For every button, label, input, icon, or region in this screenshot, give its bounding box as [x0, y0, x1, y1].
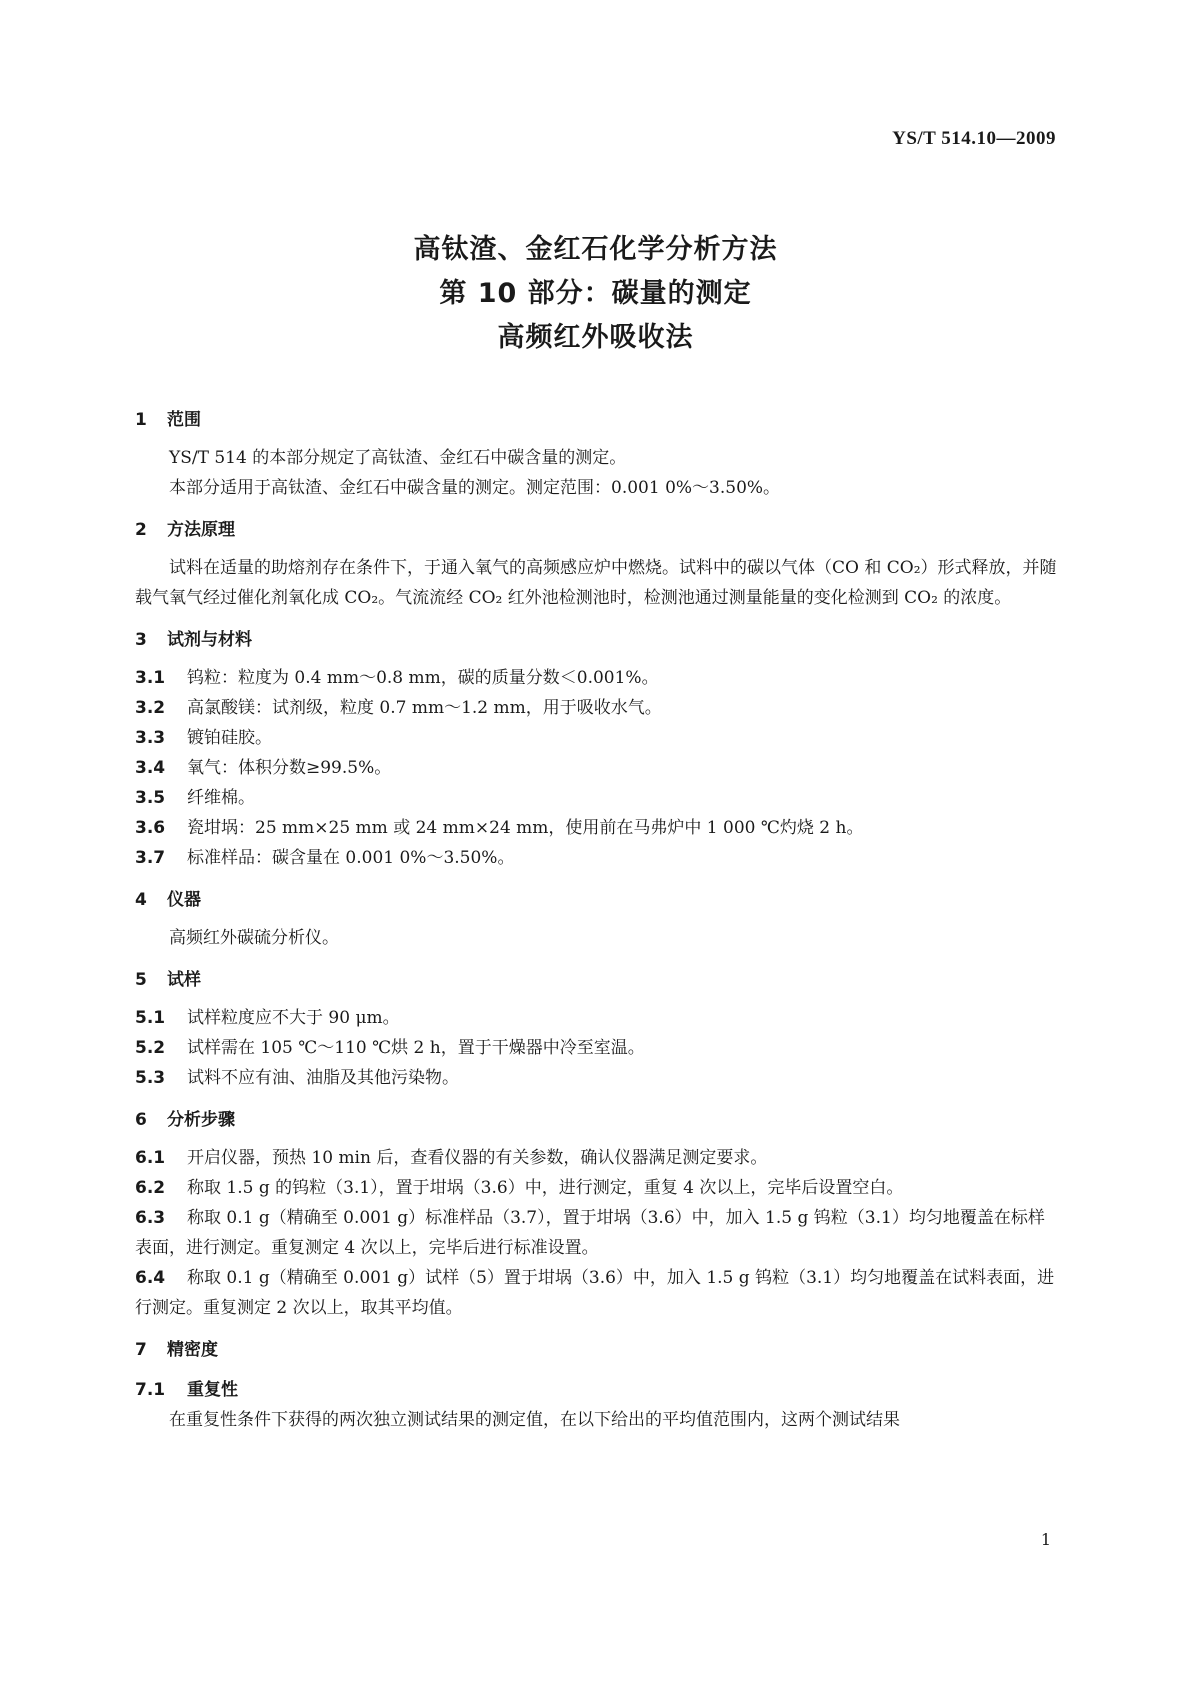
clause-item: [135, 753, 1057, 783]
paragraph: 高频红外碳硫分析仪。: [169, 928, 339, 948]
section-number: 7: [135, 1340, 147, 1360]
document-title: [0, 228, 1191, 360]
section-number: 1: [135, 410, 147, 430]
section-heading-scope: [135, 405, 1057, 435]
clause-item: [135, 813, 1057, 843]
section-title: 精密度: [167, 1340, 218, 1360]
section-heading-principle: [135, 515, 1057, 545]
clause-number: 7.1: [135, 1380, 166, 1400]
clause-number: 3.6: [135, 818, 166, 838]
clause-item: [135, 1063, 1057, 1093]
title-line-2: 第 10 部分：碳量的测定: [439, 278, 752, 309]
clause-text: 镀铂硅胶。: [187, 728, 272, 748]
subsection-heading-repeatability: [135, 1375, 1057, 1405]
clause-number: 5.1: [135, 1008, 166, 1028]
clause-text: 标准样品：碳含量在 0.001 0%～3.50%。: [187, 848, 515, 868]
title-line-3: 高频红外吸收法: [497, 322, 694, 353]
clause-text: 试样粒度应不大于 90 μm。: [187, 1008, 400, 1028]
clause-text: 称取 1.5 g 的钨粒（3.1），置于坩埚（3.6）中，进行测定，重复 4 次以上，完毕后设置空白。: [187, 1178, 904, 1198]
section-heading-apparatus: [135, 885, 1057, 915]
standard-code: YS/T 514.10—2009: [892, 128, 1056, 149]
clause-item: [135, 1173, 1057, 1203]
title-line-1: 高钛渣、金红石化学分析方法: [413, 234, 778, 265]
clause-item: [135, 843, 1057, 873]
clause-number: 3.7: [135, 848, 166, 868]
section-heading-procedure: [135, 1105, 1057, 1135]
clause-number: 5.3: [135, 1068, 166, 1088]
clause-number: 6.3: [135, 1208, 166, 1228]
clause-text: 称取 0.1 g（精确至 0.001 g）标准样品（3.7），置于坩埚（3.6）中，加入 1.5 g 钨粒（3.1）均匀地覆盖在标样表面，进行测定。重复测定 4 次以上，完毕后进行标准设置。: [135, 1208, 1045, 1258]
section-number: 5: [135, 970, 147, 990]
clause-number: 3.2: [135, 698, 166, 718]
clause-item: [135, 1033, 1057, 1063]
clause-text: 称取 0.1 g（精确至 0.001 g）试样（5）置于坩埚（3.6）中，加入 1.5 g 钨粒（3.1）均匀地覆盖在试料表面，进行测定。重复测定 2 次以上，取其平均值。: [135, 1268, 1055, 1318]
clause-item: [135, 1203, 1057, 1263]
section-heading-reagents: [135, 625, 1057, 655]
clause-text: 试样需在 105 ℃～110 ℃烘 2 h，置于干燥器中冷至室温。: [187, 1038, 645, 1058]
clause-item: [135, 783, 1057, 813]
clause-number: 3.1: [135, 668, 166, 688]
clause-number: 6.4: [135, 1268, 166, 1288]
clause-text: 开启仪器，预热 10 min 后，查看仪器的有关参数，确认仪器满足测定要求。: [187, 1148, 768, 1168]
clause-number: 3.4: [135, 758, 166, 778]
section-number: 6: [135, 1110, 147, 1130]
section-title: 仪器: [167, 890, 201, 910]
clause-number: 5.2: [135, 1038, 166, 1058]
paragraph: 在重复性条件下获得的两次独立测试结果的测定值，在以下给出的平均值范围内，这两个测试结果: [169, 1410, 900, 1430]
document-body: [135, 405, 1057, 1435]
section-number: 3: [135, 630, 147, 650]
section-title: 分析步骤: [167, 1110, 235, 1130]
clause-item: [135, 723, 1057, 753]
clause-number: 3.5: [135, 788, 166, 808]
clause-text: 钨粒：粒度为 0.4 mm～0.8 mm，碳的质量分数＜0.001%。: [187, 668, 659, 688]
clause-text: 瓷坩埚：25 mm×25 mm 或 24 mm×24 mm，使用前在马弗炉中 1 000 ℃灼烧 2 h。: [187, 818, 864, 838]
clause-text: 高氯酸镁：试剂级，粒度 0.7 mm～1.2 mm，用于吸收水气。: [187, 698, 662, 718]
clause-number: 6.1: [135, 1148, 166, 1168]
paragraph: 本部分适用于高钛渣、金红石中碳含量的测定。测定范围：0.001 0%～3.50%。: [169, 478, 781, 498]
section-title: 方法原理: [167, 520, 235, 540]
clause-text: 氧气：体积分数≥99.5%。: [187, 758, 392, 778]
subsection-title: 重复性: [187, 1380, 238, 1400]
section-title: 试样: [167, 970, 201, 990]
section-title: 试剂与材料: [167, 630, 252, 650]
clause-item: [135, 1263, 1057, 1323]
page-number: 1: [1040, 1530, 1051, 1549]
clause-item: [135, 1003, 1057, 1033]
section-number: 4: [135, 890, 147, 910]
paragraph: 试料在适量的助熔剂存在条件下，于通入氧气的高频感应炉中燃烧。试料中的碳以气体（CO 和 CO₂）形式释放，并随载气氧气经过催化剂氧化成 CO₂。气流流经 CO₂ 红外池检测池时，检测池通过测量能量的变化检测到 CO₂ 的浓度。: [135, 558, 1057, 608]
clause-item: [135, 693, 1057, 723]
section-heading-sample: [135, 965, 1057, 995]
clause-item: [135, 1143, 1057, 1173]
paragraph: YS/T 514 的本部分规定了高钛渣、金红石中碳含量的测定。: [169, 448, 627, 468]
clause-text: 试料不应有油、油脂及其他污染物。: [187, 1068, 459, 1088]
section-number: 2: [135, 520, 147, 540]
clause-item: [135, 663, 1057, 693]
clause-text: 纤维棉。: [187, 788, 255, 808]
section-heading-precision: [135, 1335, 1057, 1365]
clause-number: 3.3: [135, 728, 166, 748]
section-title: 范围: [167, 410, 201, 430]
clause-number: 6.2: [135, 1178, 166, 1198]
